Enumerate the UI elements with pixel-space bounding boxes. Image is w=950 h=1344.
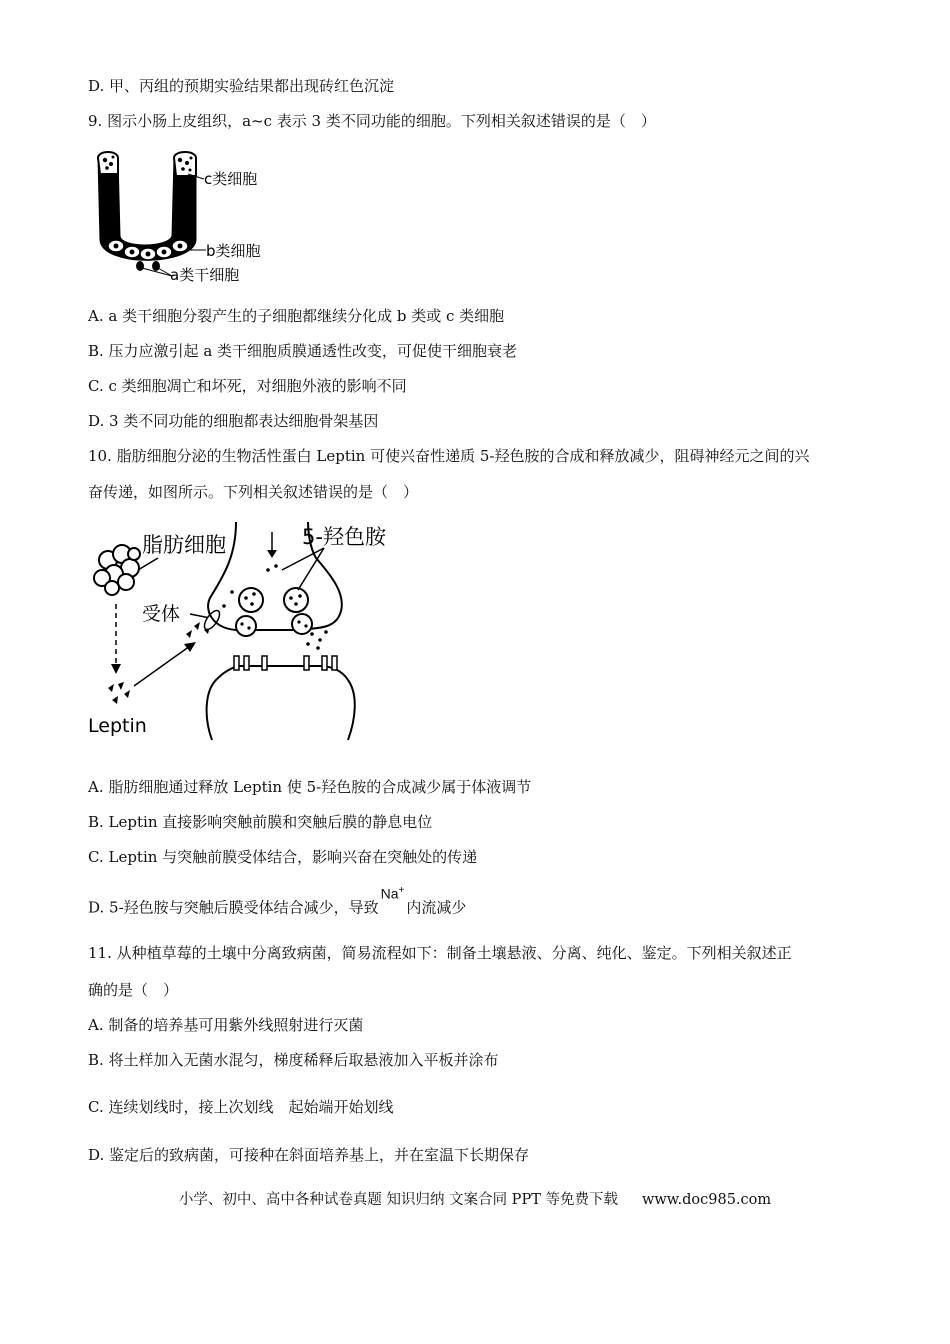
q10-option-a: A. 脂肪细胞通过释放 Leptin 使 5-羟色胺的合成减少属于体液调节	[88, 778, 532, 796]
postsynaptic-membrane	[207, 666, 355, 740]
q10-option-d-pre: D. 5-羟色胺与突触后膜受体结合减少，导致	[88, 898, 379, 917]
q10-option-b: B. Leptin 直接影响突触前膜和突触后膜的静息电位	[88, 813, 433, 831]
label-receptor: 受体	[142, 603, 181, 625]
synapse-leptin-figure	[86, 518, 406, 746]
q9-option-d: D. 3 类不同功能的细胞都表达细胞骨架基因	[88, 412, 379, 430]
q11-option-d: D. 鉴定后的致病菌，可接种在斜面培养基上，并在室温下长期保存	[88, 1146, 530, 1164]
c-cell-right	[174, 152, 196, 176]
q11-stem-line1: 11. 从种植草莓的土壤中分离致病菌，简易流程如下：制备土壤悬液、分离、纯化、鉴定。下列相关叙述正	[88, 944, 792, 962]
q11-option-b: B. 将土样加入无菌水混匀，梯度稀释后取悬液加入平板并涂布	[88, 1051, 499, 1069]
q8-option-d: D. 甲、丙组的预期实验结果都出现砖红色沉淀	[88, 77, 395, 95]
label-adipocyte: 脂肪细胞	[142, 533, 226, 557]
q10-option-d-post: 内流减少	[406, 898, 467, 917]
q9-option-a: A. a 类干细胞分裂产生的子细胞都继续分化成 b 类或 c 类细胞	[88, 307, 505, 325]
page-footer	[0, 1190, 950, 1210]
footer-url[interactable]: www.doc985.com	[641, 1192, 772, 1208]
q9-option-b: B. 压力应激引起 a 类干细胞质膜通透性改变，可促使干细胞衰老	[88, 342, 518, 360]
q10-stem-line2: 奋传递，如图所示。下列相关叙述错误的是（ ）	[88, 483, 419, 501]
q11-stem-line2: 确的是（ ）	[88, 981, 179, 999]
label-leptin: Leptin	[88, 715, 147, 737]
intestine-epithelium-figure	[88, 148, 288, 288]
q10-option-c: C. Leptin 与突触前膜受体结合，影响兴奋在突触处的传递	[88, 848, 478, 866]
label-b-cell: b类细胞	[206, 242, 261, 260]
q11-option-a: A. 制备的培养基可用紫外线照射进行灭菌	[88, 1016, 364, 1034]
label-serotonin: 5-羟色胺	[302, 525, 386, 549]
q10-option-d	[88, 885, 467, 918]
footer-text: 小学、初中、高中各种试卷真题 知识归纳 文案合同 PPT 等免费下载	[178, 1192, 618, 1208]
q11-option-c: C. 连续划线时，接上次划线 起始端开始划线	[88, 1098, 394, 1116]
q9-stem: 9. 图示小肠上皮组织，a~c 表示 3 类不同功能的细胞。下列相关叙述错误的是（ ）	[88, 112, 656, 130]
receptor-shape	[202, 608, 223, 632]
q10-stem-line1: 10. 脂肪细胞分泌的生物活性蛋白 Leptin 可使兴奋性递质 5-羟色胺的合成和释放减少，阻碍神经元之间的兴	[88, 447, 810, 465]
q9-option-c: C. c 类细胞凋亡和坏死，对细胞外液的影响不同	[88, 377, 407, 395]
label-c-cell: c类细胞	[204, 170, 258, 188]
label-a-cell: a类干细胞	[170, 266, 240, 284]
c-cell-left	[98, 152, 118, 174]
adipocyte-cluster	[94, 545, 140, 595]
sodium-ion-symbol: Na+	[380, 885, 405, 902]
